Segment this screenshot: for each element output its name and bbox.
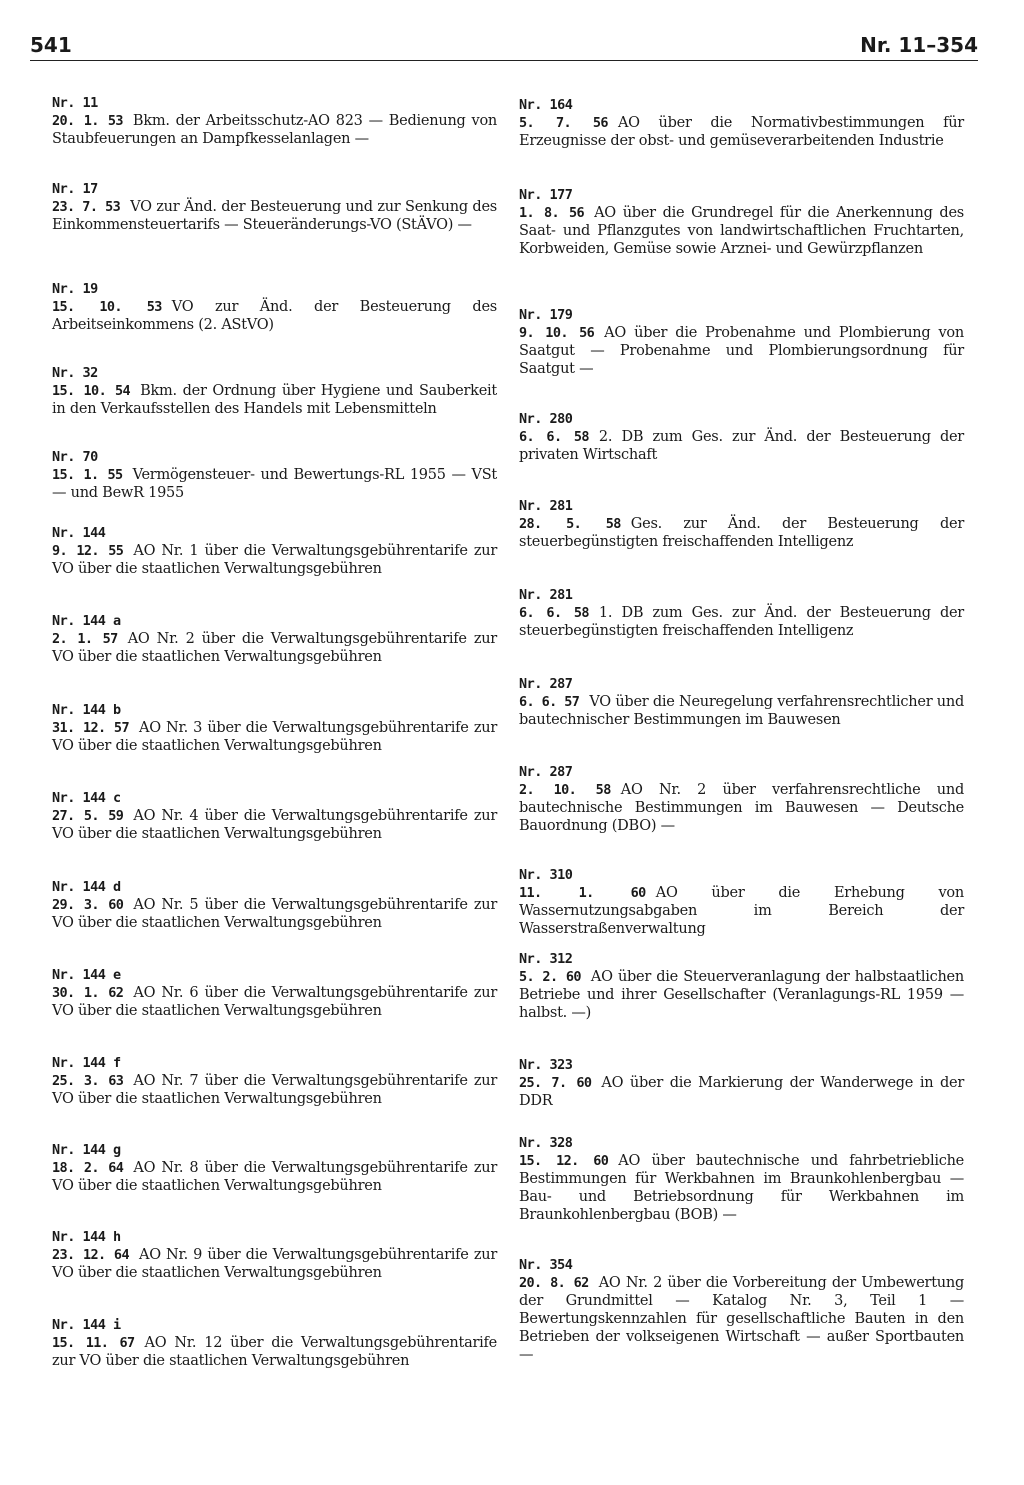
- list-item: [519, 1134, 964, 1224]
- entry-title: AO über die Probenahme und Plombierung von Saatgut — Probenahme und Plombierungsordnung für Saatgut —: [519, 325, 964, 377]
- entry-date: 15. 10. 53: [52, 299, 162, 315]
- entry-title: AO über die Erhebung von Wassernutzungsabgaben im Bereich der Wasserstraßenverwaltung: [519, 885, 965, 937]
- entry-text: [519, 884, 964, 938]
- entry-number: Nr. 144 f: [52, 1055, 121, 1071]
- list-item: [52, 524, 497, 578]
- entry-date: 6. 6. 58: [519, 605, 589, 621]
- list-item: [519, 950, 964, 1022]
- entry-text: [52, 298, 497, 334]
- entry-text: [52, 807, 497, 843]
- entry-title: VO über die Neuregelung verfahrensrechtlicher und bautechnischer Bestimmungen im Bauwesen: [519, 694, 964, 728]
- list-item: [519, 96, 964, 150]
- list-item: [52, 1054, 497, 1108]
- entry-date: 23. 7. 53: [52, 199, 121, 215]
- list-item: [52, 1141, 497, 1195]
- entry-text: [52, 198, 497, 234]
- entry-text: [52, 896, 497, 932]
- entry-title: AO Nr. 2 über die Vorbereitung der Umbewertung der Grundmittel — Katalog Nr. 3, Teil 1 — Bewertungskennzahlen für gesellschaftliche Bauten in den Betrieben der volkseigenen Wirtschaft — außer Sportbauten —: [519, 1275, 964, 1363]
- entry-number: Nr. 281: [519, 587, 573, 603]
- entry-title: AO Nr. 9 über die Verwaltungsgebührentarife zur VO über die staatlichen Verwaltungsgebühren: [52, 1247, 497, 1281]
- list-item: [52, 1316, 497, 1370]
- entry-number: Nr. 144 i: [52, 1317, 121, 1333]
- list-item: [52, 612, 497, 666]
- entry-title: AO Nr. 6 über die Verwaltungsgebührentarife zur VO über die staatlichen Verwaltungsgebühren: [52, 985, 498, 1019]
- entry-title: 2. DB zum Ges. zur Änd. der Besteuerung der privaten Wirtschaft: [519, 429, 964, 463]
- entry-title: Vermögensteuer- und Bewertungs-RL 1955 — VSt — und BewR 1955: [52, 467, 497, 501]
- entry-date: 2. 1. 57: [52, 631, 118, 647]
- entry-number: Nr. 310: [519, 867, 573, 883]
- entry-title: Bkm. der Ordnung über Hygiene und Sauberkeit in den Verkaufsstellen des Handels mit Lebensmitteln: [52, 383, 497, 417]
- entry-date: 15. 11. 67: [52, 1335, 135, 1351]
- entry-text: [52, 1159, 497, 1195]
- entry-text: [52, 466, 497, 502]
- entry-number: Nr. 164: [519, 97, 573, 113]
- entry-number: Nr. 144 b: [52, 702, 121, 718]
- entry-date: 15. 12. 60: [519, 1153, 609, 1169]
- list-item: [52, 701, 497, 755]
- entry-number: Nr. 287: [519, 764, 573, 780]
- entry-date: 9. 12. 55: [52, 543, 124, 559]
- list-item: [519, 1256, 964, 1364]
- entry-title: AO über die Steuerveranlagung der halbstaatlichen Betriebe und ihrer Gesellschafter (Veranlagungs-RL 1959 — halbst. —): [519, 969, 964, 1021]
- entry-number: Nr. 144 g: [52, 1142, 121, 1158]
- entry-title: AO Nr. 4 über die Verwaltungsgebührentarife zur VO über die staatlichen Verwaltungsgebühren: [52, 808, 498, 842]
- list-item: [52, 364, 497, 418]
- list-item: [52, 280, 497, 334]
- list-item: [52, 448, 497, 502]
- list-item: [519, 410, 964, 464]
- entry-text: [519, 604, 964, 640]
- entry-title: 1. DB zum Ges. zur Änd. der Besteuerung der steuerbegünstigten freischaffenden Intelligenz: [519, 605, 964, 639]
- entry-date: 15. 1. 55: [52, 467, 123, 483]
- entry-number: Nr. 323: [519, 1057, 573, 1073]
- entry-text: [52, 719, 497, 755]
- entry-date: 30. 1. 62: [52, 985, 124, 1001]
- entry-number: Nr. 281: [519, 498, 573, 514]
- entry-title: AO Nr. 8 über die Verwaltungsgebührentarife zur VO über die staatlichen Verwaltungsgebühren: [52, 1160, 498, 1194]
- entry-date: 5. 2. 60: [519, 969, 581, 985]
- list-item: [519, 186, 964, 258]
- entry-date: 11. 1. 60: [519, 885, 646, 901]
- entry-text: [52, 112, 497, 148]
- entry-date: 25. 7. 60: [519, 1075, 592, 1091]
- entry-date: 20. 8. 62: [519, 1275, 589, 1291]
- entry-date: 28. 5. 58: [519, 516, 621, 532]
- list-item: [52, 966, 497, 1020]
- entry-number: Nr. 287: [519, 676, 573, 692]
- entry-text: [52, 542, 497, 578]
- entry-number: Nr. 32: [52, 365, 98, 381]
- entry-number: Nr. 17: [52, 181, 98, 197]
- entry-text: [52, 984, 497, 1020]
- entry-title: AO Nr. 5 über die Verwaltungsgebührentarife zur VO über die staatlichen Verwaltungsgebühren: [52, 897, 498, 931]
- entry-number: Nr. 144: [52, 525, 106, 541]
- list-item: [519, 497, 964, 551]
- entry-text: [52, 1334, 497, 1370]
- entry-title: AO Nr. 12 über die Verwaltungsgebührentarife zur VO über die staatlichen Verwaltungsgebühren: [52, 1335, 498, 1369]
- entry-date: 6. 6. 58: [519, 429, 589, 445]
- entry-date: 5. 7. 56: [519, 115, 608, 131]
- list-item: [52, 1228, 497, 1282]
- list-item: [519, 1056, 964, 1110]
- entry-title: AO über die Normativbestimmungen für Erzeugnisse der obst- und gemüseverarbeitenden Industrie: [519, 115, 964, 149]
- entry-number: Nr. 144 d: [52, 879, 121, 895]
- entry-number: Nr. 11: [52, 95, 98, 111]
- entry-number: Nr. 144 c: [52, 790, 121, 806]
- entry-date: 25. 3. 63: [52, 1073, 124, 1089]
- entry-number: Nr. 312: [519, 951, 573, 967]
- entry-text: [52, 1246, 497, 1282]
- entry-number: Nr. 328: [519, 1135, 573, 1151]
- entry-date: 31. 12. 57: [52, 720, 129, 736]
- page-number: 541: [30, 33, 72, 57]
- entry-date: 18. 2. 64: [52, 1160, 124, 1176]
- page-header: [30, 33, 978, 63]
- entry-title: AO Nr. 2 über verfahrensrechtliche und bautechnische Bestimmungen im Bauwesen — Deutsche Bauordnung (DBO) —: [519, 782, 964, 834]
- entry-date: 15. 10. 54: [52, 383, 131, 399]
- entry-text: [519, 968, 964, 1022]
- entry-date: 6. 6. 57: [519, 694, 580, 710]
- entry-title: Bkm. der Arbeitsschutz-AO 823 — Bedienung von Staubfeuerungen an Dampfkesselanlagen —: [52, 113, 498, 147]
- entry-title: AO Nr. 7 über die Verwaltungsgebührentarife zur VO über die staatlichen Verwaltungsgebühren: [52, 1073, 498, 1107]
- entry-date: 23. 12. 64: [52, 1247, 129, 1263]
- list-item: [52, 94, 497, 148]
- entry-number: Nr. 177: [519, 187, 573, 203]
- entry-title: AO über die Grundregel für die Anerkennung des Saat- und Pflanzgutes von landwirtschaftlichen Fruchtarten, Korbweiden, Gemüse sowie Arznei- und Gewürzpflanzen: [519, 205, 964, 257]
- entry-date: 29. 3. 60: [52, 897, 124, 913]
- entry-title: AO über bautechnische und fahrbetriebliche Bestimmungen für Werkbahnen im Braunkohlenbergbau — Bau- und Betriebsordnung für Werkbahnen im Braunkohlenbergbau (BOB) —: [519, 1153, 965, 1223]
- entry-number: Nr. 179: [519, 307, 573, 323]
- entry-number: Nr. 19: [52, 281, 98, 297]
- entry-text: [519, 324, 964, 378]
- entry-text: [519, 1274, 964, 1364]
- entry-title: VO zur Änd. der Besteuerung des Arbeitseinkommens (2. AStVO): [52, 299, 497, 333]
- entry-number: Nr. 144 a: [52, 613, 121, 629]
- list-item: [519, 586, 964, 640]
- entry-text: [519, 515, 964, 551]
- entry-date: 2. 10. 58: [519, 782, 611, 798]
- entry-text: [519, 781, 964, 835]
- entry-date: 9. 10. 56: [519, 325, 595, 341]
- entry-date: 27. 5. 59: [52, 808, 124, 824]
- list-item: [519, 675, 964, 729]
- entry-text: [519, 1152, 964, 1224]
- entry-title: AO Nr. 1 über die Verwaltungsgebührentarife zur VO über die staatlichen Verwaltungsgebühren: [52, 543, 498, 577]
- header-rule: [30, 60, 978, 61]
- entry-text: [52, 382, 497, 418]
- entry-number: Nr. 280: [519, 411, 573, 427]
- list-item: [519, 763, 964, 835]
- entry-text: [519, 693, 964, 729]
- list-item: [52, 789, 497, 843]
- entry-number: Nr. 144 h: [52, 1229, 121, 1245]
- entry-title: AO über die Markierung der Wanderwege in der DDR: [519, 1075, 965, 1109]
- entry-title: Ges. zur Änd. der Besteuerung der steuerbegünstigten freischaffenden Intelligenz: [519, 516, 965, 550]
- entry-text: [519, 428, 964, 464]
- entry-date: 20. 1. 53: [52, 113, 123, 129]
- entry-text: [519, 1074, 964, 1110]
- entry-number: Nr. 354: [519, 1257, 573, 1273]
- entry-text: [519, 114, 964, 150]
- entry-text: [52, 1072, 497, 1108]
- page-range: Nr. 11–354: [860, 33, 978, 57]
- list-item: [52, 180, 497, 234]
- entry-title: AO Nr. 3 über die Verwaltungsgebührentarife zur VO über die staatlichen Verwaltungsgebühren: [52, 720, 497, 754]
- entry-text: [52, 630, 497, 666]
- entry-number: Nr. 70: [52, 449, 98, 465]
- list-item: [519, 306, 964, 378]
- entry-title: VO zur Änd. der Besteuerung und zur Senkung des Einkommensteuertarifs — Steueränderungs-VO (StÄVO) —: [52, 199, 497, 233]
- entry-date: 1. 8. 56: [519, 205, 585, 221]
- list-item: [519, 866, 964, 938]
- entry-text: [519, 204, 964, 258]
- list-item: [52, 878, 497, 932]
- entry-title: AO Nr. 2 über die Verwaltungsgebührentarife zur VO über die staatlichen Verwaltungsgebühren: [52, 631, 497, 665]
- entry-number: Nr. 144 e: [52, 967, 121, 983]
